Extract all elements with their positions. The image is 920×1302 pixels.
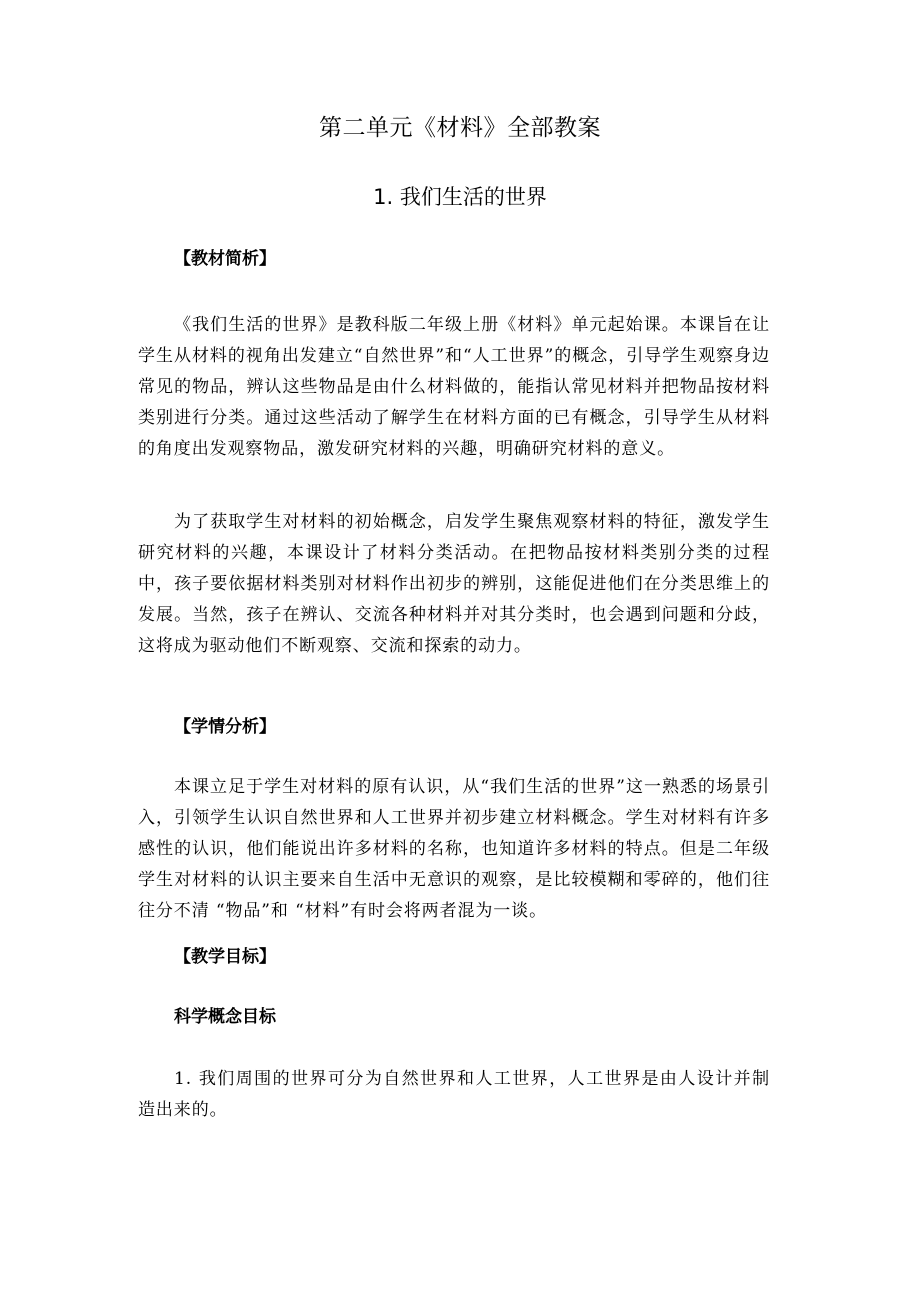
subheading-science-concept-goals: 科学概念目标 xyxy=(174,1007,276,1027)
section-heading-textbook-analysis: 【教材简析】 xyxy=(174,249,276,269)
paragraph-student-analysis-1: 本课立足于学生对材料的原有认识，从“我们生活的世界”这一熟悉的场景引入，引领学生认识自然世界和人工世界并初步建立材料概念。学生对材料有许多感性的认识，他们能说出许多材料的名称，也知道许多材料的特点。但是二年级学生对材料的认识主要来自生活中无意识的观察，是比较模糊和零碎的，他们往往分不清 “物品”和 “材料”有时会将两者混为一谈。 xyxy=(138,777,770,921)
paragraph-textbook-analysis-2: 为了获取学生对材料的初始概念，启发学生聚焦观察材料的特征，激发学生研究材料的兴趣，本课设计了材料分类活动。在把物品按材料类别分类的过程中，孩子要依据材料类别对材料作出初步的辨别，这能促进他们在分类思维上的发展。当然，孩子在辨认、交流各种材料并对其分类时，也会遇到问题和分歧，这将成为驱动他们不断观察、交流和探索的动力。 xyxy=(138,512,770,656)
section-heading-teaching-goals: 【教学目标】 xyxy=(174,947,276,967)
paragraph-textbook-analysis-1: 《我们生活的世界》是教科版二年级上册《材料》单元起始课。本课旨在让学生从材料的视角出发建立“自然世界”和“人工世界”的概念，引导学生观察身边常见的物品，辨认这些物品是由什么材料做的，能指认常见材料并把物品按材料类别进行分类。通过这些活动了解学生在材料方面的已有概念，引导学生从材料的角度出发观察物品，激发研究材料的兴趣，明确研究材料的意义。 xyxy=(138,315,770,459)
lesson-title: 1. 我们生活的世界 xyxy=(373,185,547,209)
paragraph-goal-1: 1. 我们周围的世界可分为自然世界和人工世界，人工世界是由人设计并制造出来的。 xyxy=(138,1069,770,1120)
section-heading-student-analysis: 【学情分析】 xyxy=(174,717,276,737)
document-title: 第二单元《材料》全部教案 xyxy=(319,115,601,141)
